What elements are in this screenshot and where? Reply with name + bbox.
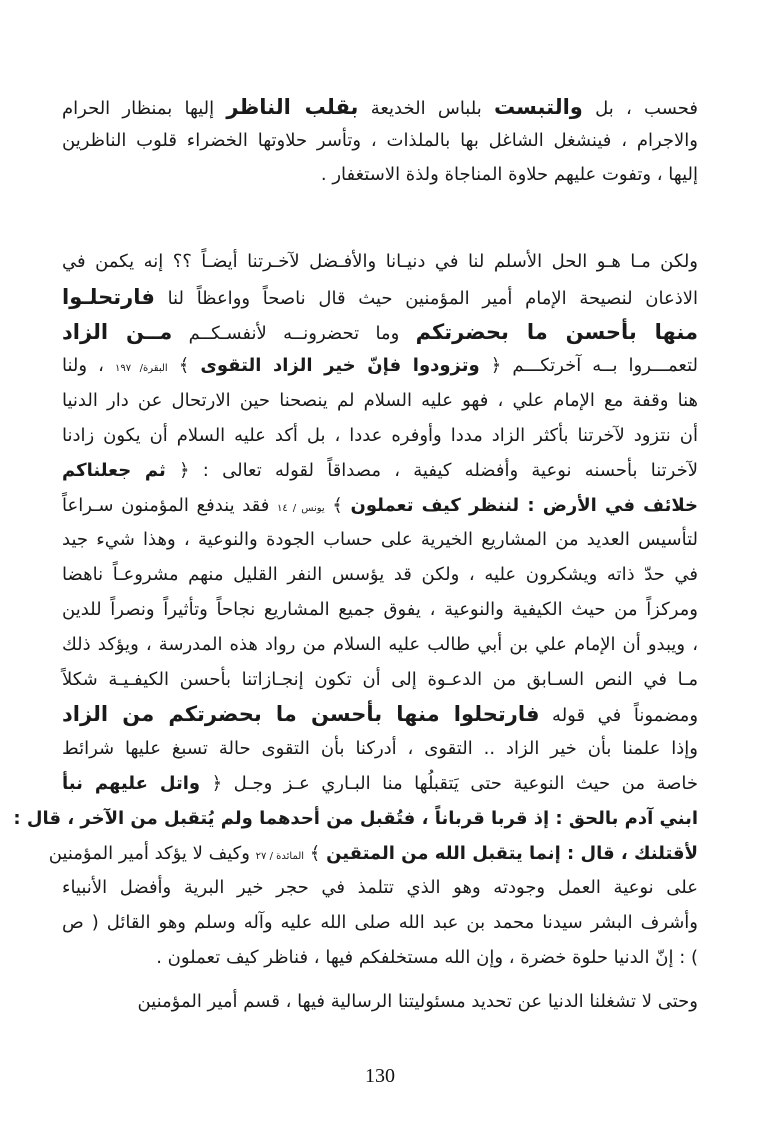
text-line: [62, 384, 698, 419]
text-run: أن نتزود لآخرتنا بأكثر الزاد مددا وأوفره عددا ، بل أكد عليه السلام أن يكون زادنا: [62, 424, 698, 446]
text-line: [62, 558, 698, 593]
text-line: [62, 280, 698, 315]
text-line: [62, 245, 698, 280]
quran-verse: لأقتلنك ، قال : إنما يتقبل الله من المتقين: [326, 842, 698, 864]
text-line: [62, 985, 698, 1019]
text-line: [62, 871, 698, 906]
text-line: [62, 663, 698, 698]
text-run: لتعمـــروا بــه آخرتكـــم ﴿: [479, 355, 698, 377]
text-run: فحسب ، بل: [582, 98, 698, 119]
text-run: إليها بمنظار الحرام: [62, 98, 227, 119]
text-run: ومركزاً من حيث الكيفية والنوعية ، يفوق جميع المشاريع نجاحاً وتأثيراً ونصراً للدين: [62, 598, 698, 620]
text-line: [62, 628, 698, 663]
bold-quote: فارتحلـوا: [62, 284, 155, 309]
text-run: خاصة من حيث النوعية حتى يَتقبلُها منا البـاري عـز وجـل ﴿: [200, 772, 698, 794]
text-run: وما تحضرونــه لأنفسـكــم: [172, 322, 416, 344]
quran-verse: ابني آدم بالحق : إذ قربا قرباناً ، فتُقبل من أحدهما ولم يُتقبل من الآخر ، قال :: [13, 807, 698, 829]
text-run: في حدّ ذاته ويشكرون عليه ، ولكن قد يؤسس النفر القليل منهم مشروعـاً ناهضا: [62, 564, 698, 586]
text-run: وأشرف البشر سيدنا محمد بن عبد الله صلى الله عليه وآله وسلم وهو القائل ( ص: [62, 912, 698, 934]
text-run: فقد يندفع المؤمنون سـراعاً: [62, 494, 277, 516]
text-line: [62, 489, 698, 524]
text-line: [62, 124, 698, 158]
text-run: ﴾: [167, 355, 201, 377]
text-line: [62, 315, 698, 350]
text-line: [13, 802, 698, 837]
text-line: [62, 158, 698, 192]
text-line: [62, 523, 698, 558]
text-run: بلباس الخديعة: [358, 98, 494, 119]
verse-reference: يونس / ١٤: [276, 502, 325, 514]
text-run: مـا في النص السـابق من الدعـوة إلى أن تكون إنجـازاتنا بأحسن الكيفـيـة شكلاً: [62, 668, 698, 690]
quran-verse: خلائف في الأرض : لننظر كيف تعملون: [350, 494, 698, 516]
text-run: لتأسيس العديد من المشاريع الخيرية على حساب الجودة والنوعية ، وهذا شيء جيد: [62, 529, 698, 551]
text-line: [62, 90, 698, 124]
bold-quote: فارتحلوا منها بأحسن ما بحضرتكم من الزاد: [62, 702, 540, 727]
text-run: ، ويبدو أن الإمام علي بن أبي طالب عليه السلام من رواد هذه المدرسة ، ويؤكد ذلك: [62, 633, 698, 655]
quran-verse: واتل عليهم نبأ: [62, 772, 201, 794]
text-run: ، ولنا: [62, 355, 116, 377]
bold-quote: منها بأحسن ما بحضرتكم: [415, 319, 698, 344]
text-line: [62, 732, 698, 767]
text-line: [62, 454, 698, 489]
text-run: ﴾: [304, 842, 327, 864]
text-line: [62, 349, 698, 384]
text-run: لآخرتنا بأحسنه نوعية وأفضله كيفية ، مصداقاً لقوله تعالى : ﴿: [165, 459, 698, 481]
text-run: ولكن مـا هـو الحل الأسلم لنا في دنيـانا والأفـضل لآخـرتنا أيضـاً ؟؟ إنه يكمن في: [62, 251, 698, 272]
text-line: [62, 767, 698, 802]
verse-reference: المائدة / ٢٧: [255, 850, 305, 862]
text-run: هنا وقفة مع الإمام علي ، فهو عليه السلام لم ينصحنا حين الارتحال عن دار الدنيا: [62, 390, 698, 412]
paragraph-1: [62, 90, 698, 192]
quran-verse: وتزودوا فإنّ خير الزاد التقوى: [200, 355, 480, 377]
text-run: ) : إنّ الدنيا حلوة خضرة ، وإن الله مستخلفكم فيها ، فناظر كيف تعملون .: [156, 946, 698, 968]
bold-quote: مــن الزاد: [62, 319, 173, 344]
text-line: [62, 593, 698, 628]
text-line: [62, 419, 698, 454]
text-run: إليها ، وتفوت عليهم حلاوة المناجاة ولذة الاستغفار .: [320, 164, 698, 185]
text-run: وإذا علمنا بأن خير الزاد .. التقوى ، أدركنا بأن التقوى حالة تسبغ عليها شرائط: [62, 738, 698, 760]
verse-reference: البقرة/ ١٩٧: [115, 363, 168, 375]
text-line: [48, 837, 698, 872]
text-run: والاجرام ، فينشغل الشاغل بها بالملذات ، وتأسر حلاوتها الخضراء قلوب الناظرين: [62, 130, 698, 151]
text-run: ومضموناً في قوله: [539, 705, 699, 727]
paragraph-3: [62, 985, 698, 1019]
text-line: [62, 906, 698, 941]
paragraph-2: [13, 245, 699, 976]
text-run: على نوعية العمل وجودته وهو الذي تتلمذ في حجر خير البرية وأفضل الأنبياء: [62, 877, 698, 899]
quran-verse: ثم جعلناكم: [62, 459, 166, 481]
bold-quote: والتبست: [493, 95, 583, 119]
text-run: وحتى لا تشغلنا الدنيا عن تحديد مسئوليتنا الرسالية فيها ، قسم أمير المؤمنين: [137, 991, 698, 1012]
bold-quote: بقلب الناظر: [226, 95, 359, 119]
text-run: الاذعان لنصيحة الإمام أمير المؤمنين حيث قال ناصحاً وواعظاً لنا: [154, 287, 698, 309]
text-line: [62, 941, 698, 976]
text-line: [62, 697, 698, 732]
text-run: وكيف لا يؤكد أمير المؤمنين: [48, 842, 256, 864]
text-run: ﴾: [324, 494, 351, 516]
page-number: 130: [365, 1065, 395, 1087]
